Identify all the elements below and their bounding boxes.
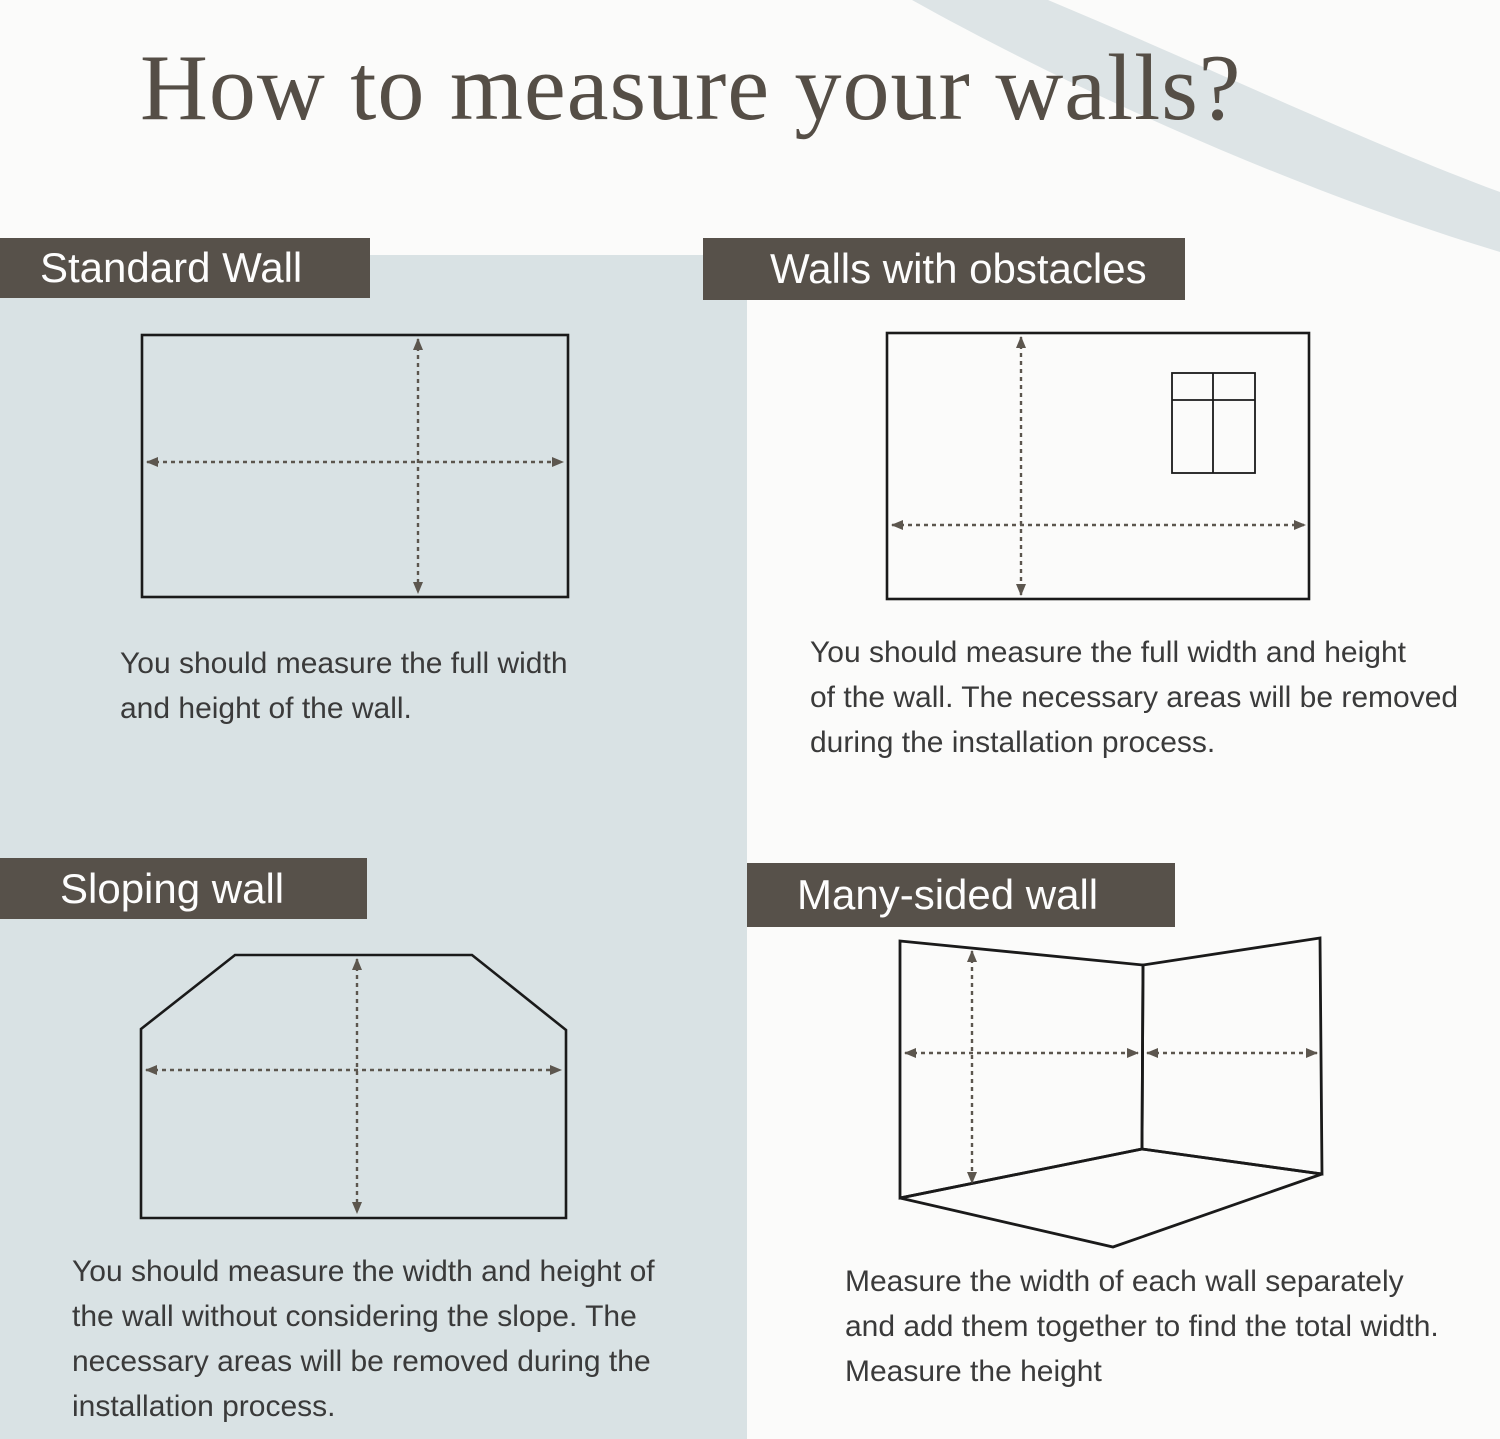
description-line: necessary areas will be removed during the — [72, 1345, 651, 1378]
description-line: during the installation process. — [810, 726, 1216, 759]
section-heading-label: Many-sided wall — [797, 871, 1099, 918]
walls-with-obstacles-description — [810, 630, 1458, 765]
standard-wall-description — [120, 641, 568, 731]
sloped-wall-outline — [141, 955, 566, 1218]
page-title: How to measure your walls? — [140, 36, 1242, 140]
section-header-many-sided-wall — [747, 863, 1175, 927]
description-line: You should measure the full width — [120, 647, 568, 680]
description-line: of the wall. The necessary areas will be removed — [810, 681, 1459, 714]
standard-wall-diagram — [140, 332, 570, 600]
description-line: You should measure the full width and height — [810, 636, 1406, 669]
description-line: You should measure the width and height of — [72, 1255, 655, 1288]
section-header-walls-with-obstacles — [703, 238, 1185, 300]
sloping-wall-diagram — [138, 952, 569, 1221]
section-heading-label: Standard Wall — [40, 244, 303, 291]
sloping-wall-description — [72, 1249, 655, 1429]
description-line: the wall without considering the slope. The — [72, 1300, 637, 1333]
walls-with-obstacles-diagram — [885, 330, 1312, 602]
description-line: Measure the height — [845, 1355, 1102, 1388]
right-wall-outline — [1142, 938, 1322, 1174]
floor-outline — [900, 1149, 1322, 1247]
description-line: and add them together to find the total width. — [845, 1310, 1439, 1343]
section-heading-label: Sloping wall — [60, 864, 285, 912]
description-line: installation process. — [72, 1390, 336, 1423]
wall-outline — [142, 335, 568, 597]
description-line: and height of the wall. — [120, 692, 412, 725]
many-sided-wall-diagram — [895, 933, 1327, 1253]
section-header-standard-wall — [0, 238, 370, 298]
left-wall-outline — [900, 941, 1143, 1198]
section-header-sloping-wall — [0, 858, 367, 919]
many-sided-wall-description — [845, 1259, 1439, 1394]
description-line: Measure the width of each wall separately — [845, 1265, 1404, 1298]
section-heading-label: Walls with obstacles — [770, 245, 1147, 292]
